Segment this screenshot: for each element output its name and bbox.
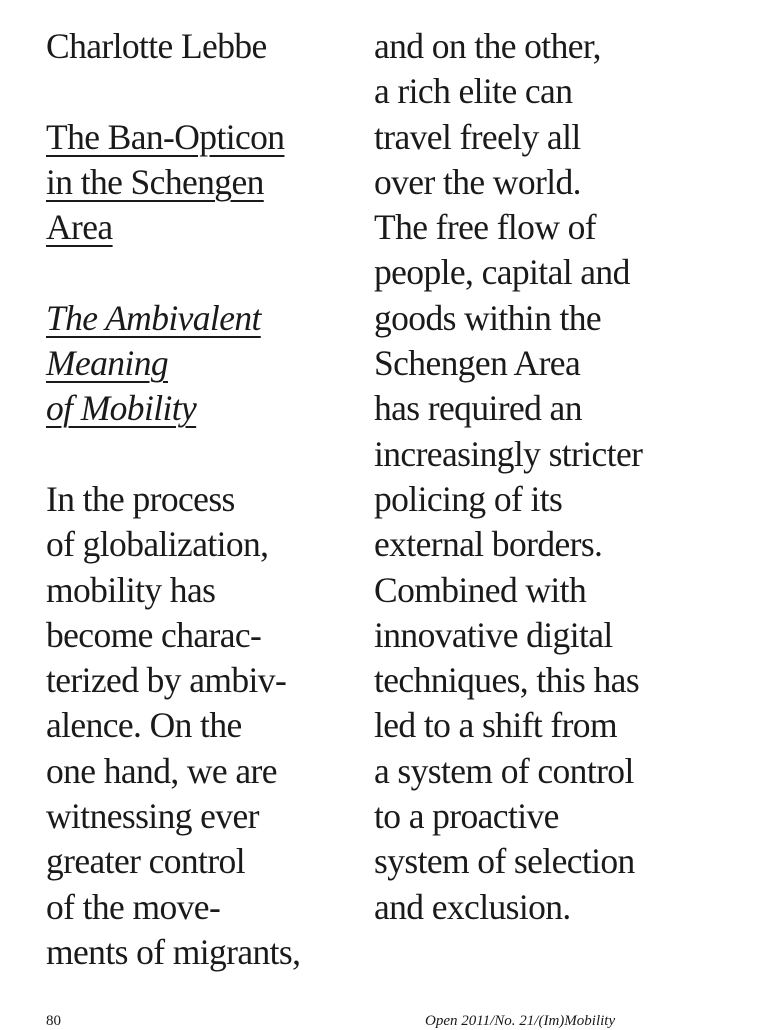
body-line: a system of control <box>374 750 634 791</box>
title-line: in the Schengen <box>46 161 264 202</box>
body-text-left <box>46 477 346 975</box>
journal-reference: Open 2011/No. 21/(Im)Mobility <box>425 1013 616 1029</box>
body-line: and exclusion. <box>374 886 571 927</box>
body-line: over the world. <box>374 161 581 202</box>
article-subtitle <box>46 296 346 432</box>
body-line: ments of migrants, <box>46 931 301 972</box>
body-line: one hand, we are <box>46 750 277 791</box>
body-line: policing of its <box>374 478 563 519</box>
body-line: goods within the <box>374 297 602 338</box>
body-line: travel freely all <box>374 116 581 157</box>
body-line: to a proactive <box>374 796 559 837</box>
body-line: mobility has <box>46 569 216 610</box>
body-line: alence. On the <box>46 705 242 746</box>
body-line: The free flow of <box>374 207 597 248</box>
body-line: In the process <box>46 478 235 519</box>
body-line: external borders. <box>374 524 603 565</box>
body-line: of globalization, <box>46 524 269 565</box>
title-line: The Ban-Opticon <box>46 116 285 157</box>
page-number: 80 <box>46 1013 61 1029</box>
body-line: of the move- <box>46 886 221 927</box>
left-column <box>46 24 346 975</box>
right-column <box>374 24 754 930</box>
subtitle-line: The Ambivalent <box>46 297 261 338</box>
spacer <box>46 432 346 477</box>
subtitle-line: of Mobility <box>46 388 197 429</box>
spacer <box>46 69 346 114</box>
body-line: people, capital and <box>374 252 630 293</box>
author-name: Charlotte Lebbe <box>46 26 267 66</box>
body-line: innovative digital <box>374 614 613 655</box>
body-line: system of selection <box>374 841 635 882</box>
body-line: terized by ambiv- <box>46 660 287 701</box>
body-line: and on the other, <box>374 26 601 66</box>
article-title <box>46 115 346 251</box>
body-line: led to a shift from <box>374 705 617 746</box>
body-line: a rich elite can <box>374 71 573 112</box>
body-line: has required an <box>374 388 582 429</box>
title-line: Area <box>46 207 113 248</box>
body-line: techniques, this has <box>374 660 640 701</box>
subtitle-line: Meaning <box>46 343 168 384</box>
body-text-right <box>374 24 754 930</box>
body-line: witnessing ever <box>46 796 259 837</box>
body-line: Combined with <box>374 569 587 610</box>
body-line: become charac- <box>46 614 262 655</box>
body-line: greater control <box>46 841 245 882</box>
spacer <box>46 250 346 295</box>
body-line: Schengen Area <box>374 343 581 384</box>
body-line: increasingly stricter <box>374 433 643 474</box>
